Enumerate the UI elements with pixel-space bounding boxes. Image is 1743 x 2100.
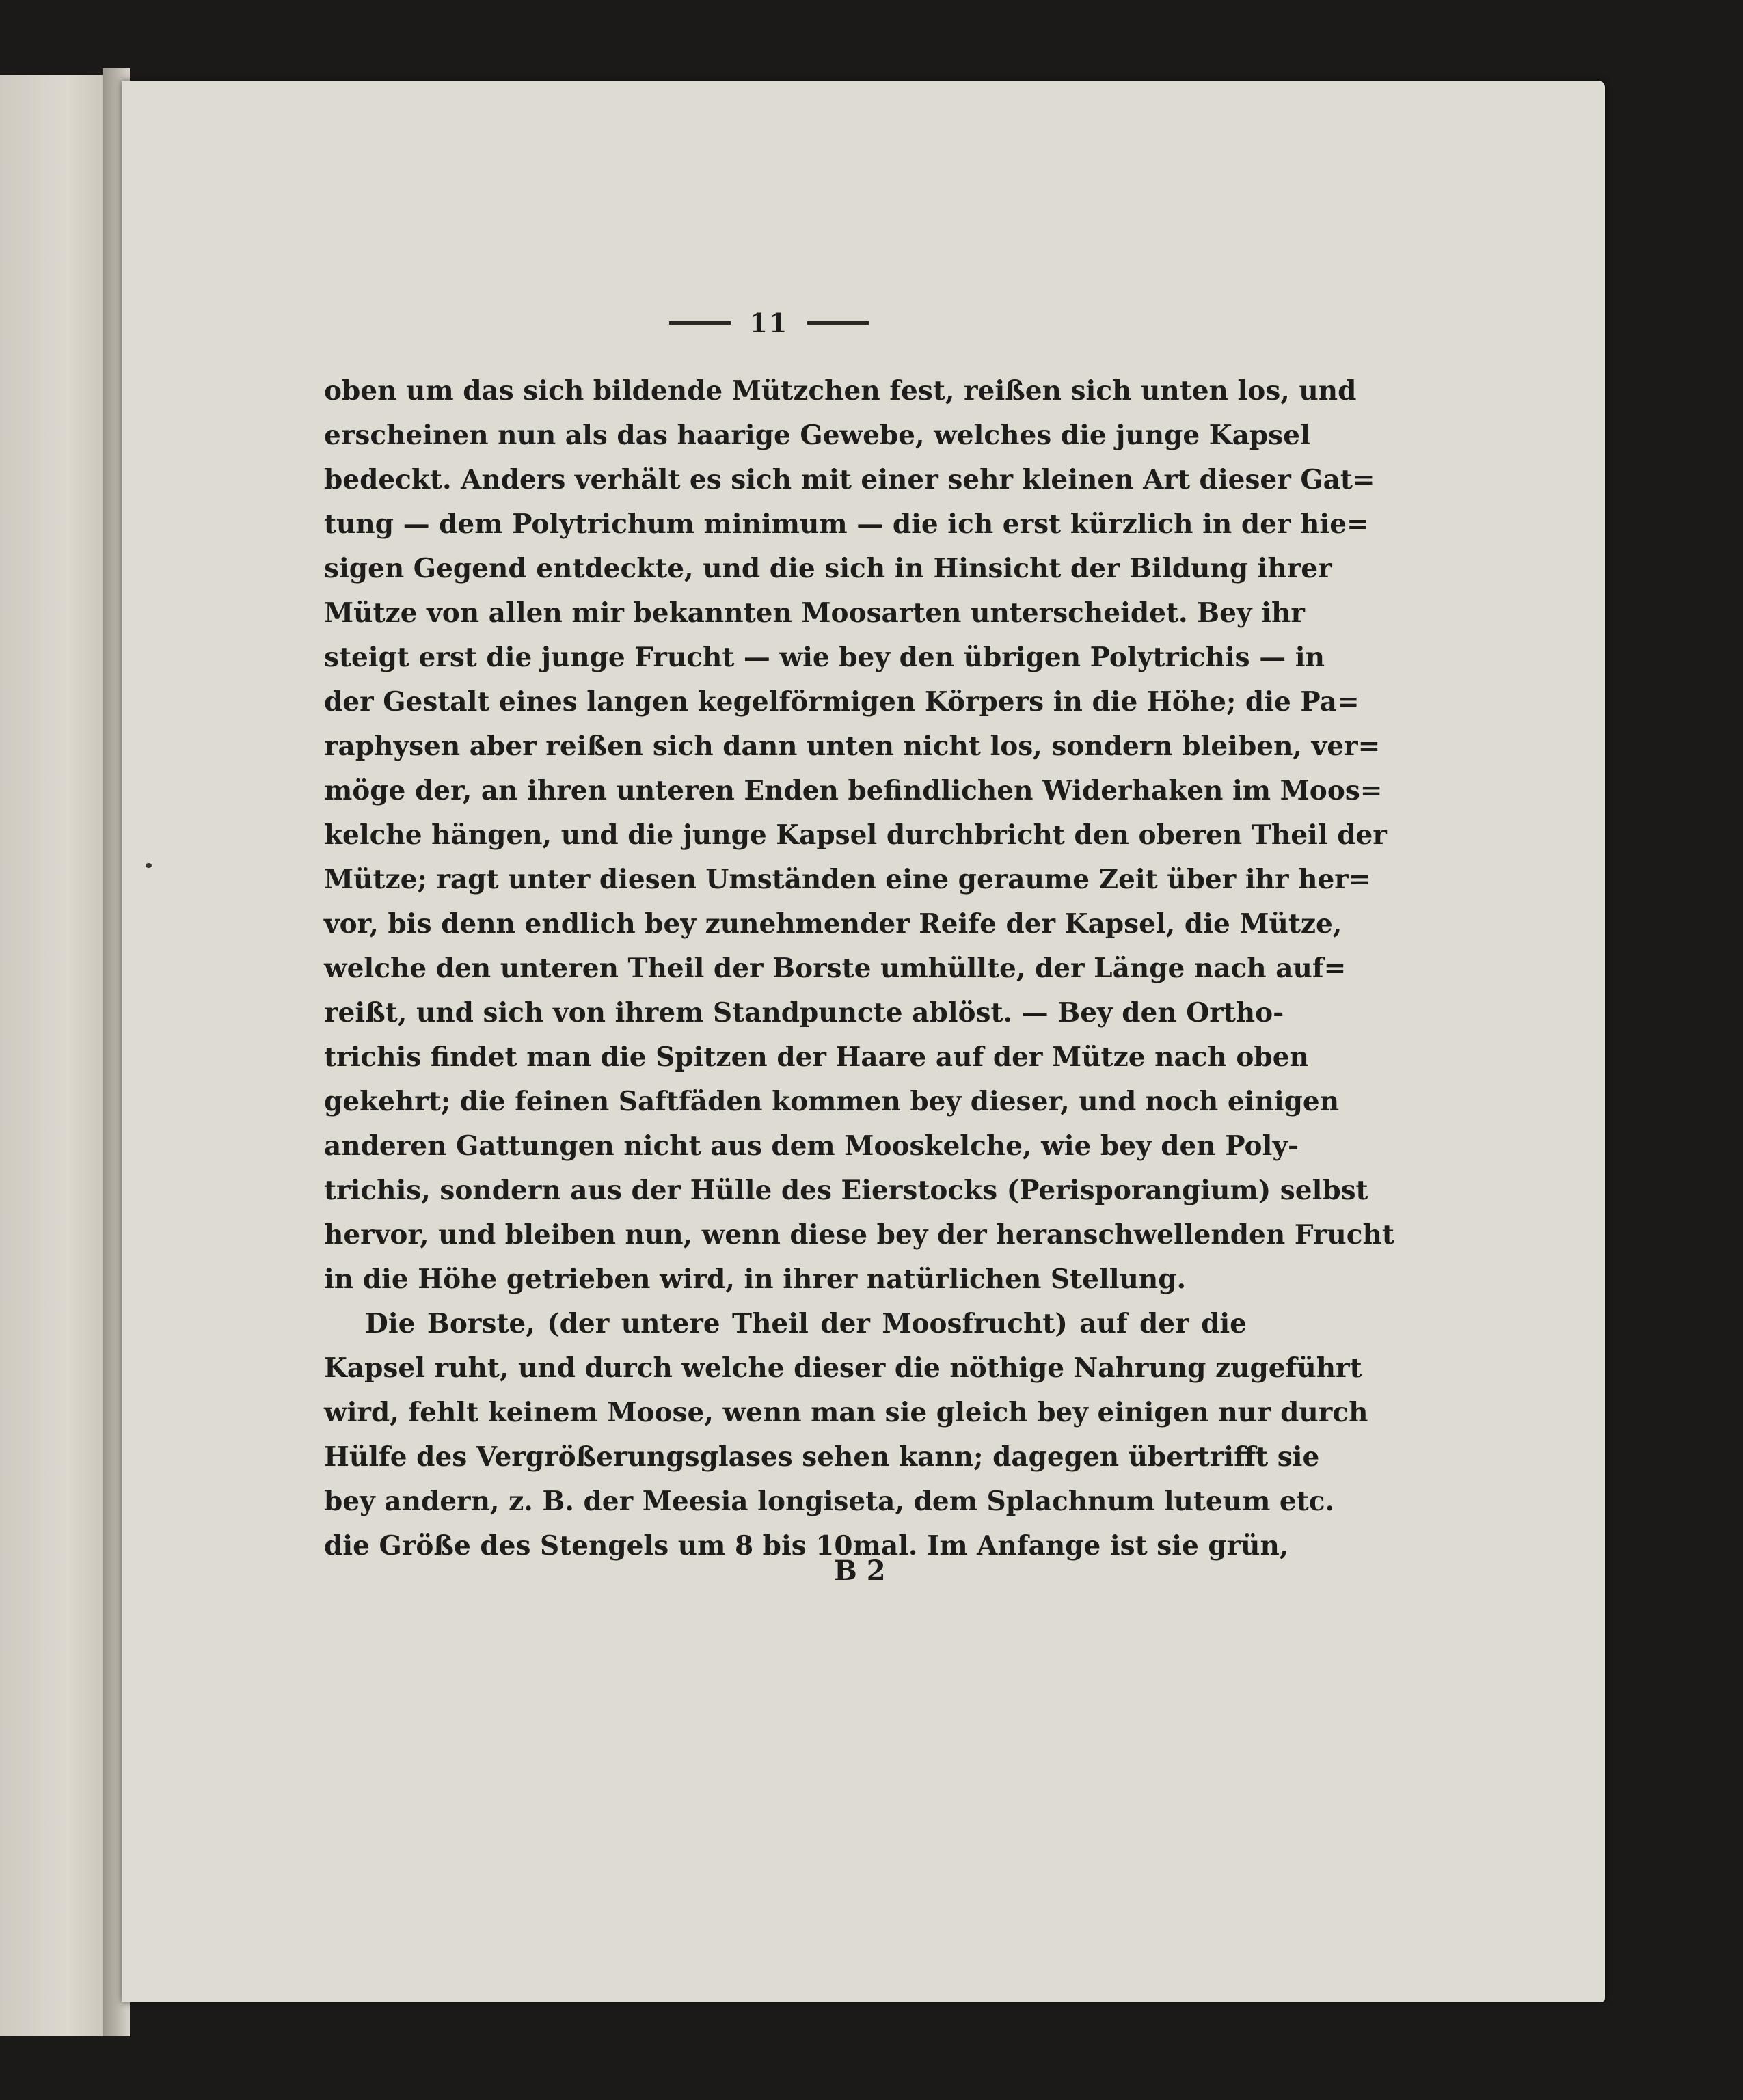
text-line: die Größe des Stengels um 8 bis 10mal. Im Anfange ist sie grün, [324, 1530, 1289, 1562]
text-line: reißt, und sich von ihrem Standpuncte ablöst. — Bey den Ortho- [324, 997, 1284, 1028]
paragraph-end-line: in die Höhe getrieben wird, in ihrer natürlichen Stellung. [324, 1264, 1187, 1295]
text-line: anderen Gattungen nicht aus dem Mooskelche, wie bey den Poly- [324, 1130, 1299, 1162]
header-rule-right [807, 321, 869, 325]
text-line: bedeckt. Anders verhält es sich mit einer sehr kleinen Art dieser Gat= [324, 464, 1375, 495]
text-line: oben um das sich bildende Mützchen fest, reißen sich unten los, und [324, 375, 1357, 407]
header-rule-left [669, 321, 731, 325]
left-page-edge [0, 75, 113, 2036]
page-body-text [324, 369, 1394, 1568]
text-line: hervor, und bleiben nun, wenn diese bey der heranschwellenden Frucht [324, 1219, 1394, 1251]
text-line: der Gestalt eines langen kegelförmigen Körpers in die Höhe; die Pa= [324, 686, 1360, 718]
text-line: erscheinen nun als das haarige Gewebe, welches die junge Kapsel [324, 420, 1310, 451]
text-line: gekehrt; die feinen Saftfäden kommen bey dieser, und noch einigen [324, 1086, 1340, 1117]
text-line: steigt erst die junge Frucht — wie bey den übrigen Polytrichis — in [324, 642, 1325, 673]
page-number: 11 [749, 307, 789, 338]
text-line: raphysen aber reißen sich dann unten nicht los, sondern bleiben, ver= [324, 731, 1381, 762]
ink-speck [146, 863, 152, 868]
text-line: wird, fehlt keinem Moose, wenn man sie gleich bey einigen nur durch [324, 1397, 1368, 1428]
text-line: möge der, an ihren unteren Enden befindlichen Widerhaken im Moos= [324, 775, 1383, 806]
text-line: Hülfe des Vergrößerungsglases sehen kann; dagegen übertrifft sie [324, 1441, 1320, 1473]
signature-mark: B 2 [834, 1555, 886, 1587]
text-line: vor, bis denn endlich bey zunehmender Reife der Kapsel, die Mütze, [324, 908, 1342, 940]
text-line: bey andern, z. B. der Meesia longiseta, dem Splachnum luteum etc. [324, 1486, 1335, 1517]
text-line: trichis findet man die Spitzen der Haare auf der Mütze nach oben [324, 1041, 1309, 1073]
page-header [663, 308, 875, 338]
text-line: sigen Gegend entdeckte, und die sich in Hinsicht der Bildung ihrer [324, 553, 1332, 584]
text-line: Mütze; ragt unter diesen Umständen eine geraume Zeit über ihr her= [324, 864, 1371, 895]
text-line: trichis, sondern aus der Hülle des Eierstocks (Perisporangium) selbst [324, 1175, 1368, 1206]
paragraph-start-line: Die Borste, (der untere Theil der Moosfrucht) auf der die [365, 1308, 1247, 1339]
text-line: tung — dem Polytrichum minimum — die ich erst kürzlich in der hie= [324, 508, 1369, 540]
text-line: Mütze von allen mir bekannten Moosarten unterscheidet. Bey ihr [324, 597, 1305, 629]
text-line: welche den unteren Theil der Borste umhüllte, der Länge nach auf= [324, 953, 1347, 984]
text-line: Kapsel ruht, und durch welche dieser die nöthige Nahrung zugeführt [324, 1352, 1362, 1384]
text-line: kelche hängen, und die junge Kapsel durchbricht den oberen Theil der [324, 819, 1387, 851]
